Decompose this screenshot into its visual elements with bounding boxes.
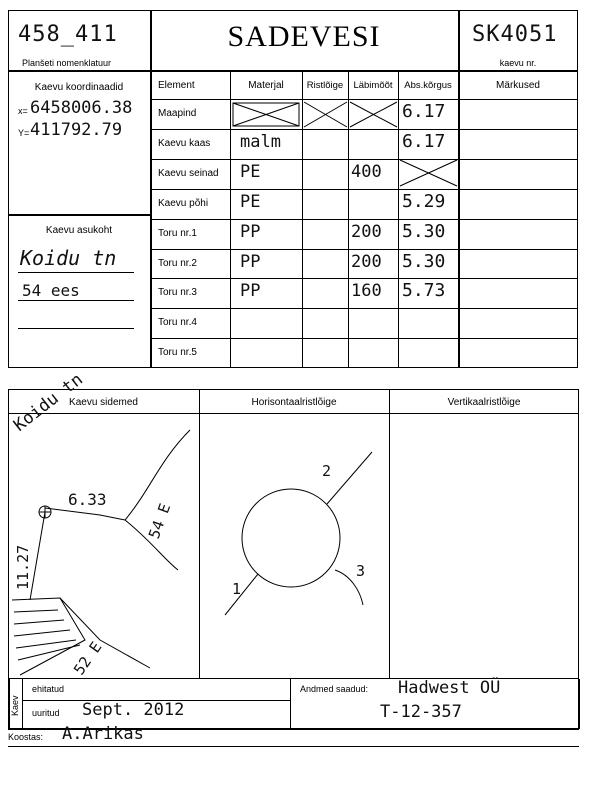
coordinates-x-value: 6458006.38 [30, 98, 133, 118]
well-circle [242, 489, 340, 587]
horizontal-section-sketch [225, 452, 372, 615]
sketch-house-1: 54 E [145, 501, 175, 542]
row-abs-height-value: 5.73 [402, 280, 446, 302]
row-element-label: Maapind [158, 108, 197, 119]
header-element: Element [158, 80, 195, 91]
row-diameter-value: 400 [351, 161, 382, 182]
well-number-value: SK4051 [472, 22, 558, 47]
links-label: Kaevu sidemed [69, 397, 138, 408]
coordinates-y-value: 411792.79 [30, 120, 123, 140]
author-value: A.Arikas [62, 724, 144, 744]
data-source-label: Andmed saadud: [300, 684, 369, 694]
author-underline [8, 746, 579, 747]
footer-kaev-label: Kaev [10, 695, 20, 716]
location-label: Kaevu asukoht [45, 225, 113, 236]
footer-mid-sep [290, 679, 291, 729]
coordinates-x-prefix: x= [18, 106, 28, 116]
row-material-value: PE [240, 161, 261, 182]
pipe-label-1: 1 [232, 580, 242, 598]
row-element-label: Kaevu seinad [158, 167, 219, 179]
page-title: SADEVESI [227, 20, 381, 53]
row-abs-height-value: 6.17 [402, 101, 446, 122]
row-element-label: Toru nr.3 [158, 287, 197, 299]
nomenclature-label: Planšeti nomenklatuur [22, 58, 112, 68]
pipe-label-2: 2 [322, 462, 332, 480]
location-line1: Koidu tn [20, 246, 117, 270]
nomenclature-value: 458_411 [18, 22, 118, 47]
row-material-value: PP [240, 251, 261, 272]
row-element-label: Toru nr.4 [158, 317, 197, 329]
author-label: Koostas: [8, 732, 44, 742]
row-abs-height-value: 6.17 [402, 130, 446, 152]
location-line2: 54 ees [22, 281, 80, 300]
horizontal-section-label: Horisontaalristlõige [251, 397, 337, 408]
pipe-label-3: 3 [356, 562, 366, 580]
row-abs-height-value: 5.30 [402, 250, 446, 272]
row-diameter-value: 200 [351, 221, 382, 242]
data-source-code: T-12-357 [380, 702, 462, 722]
sketch-distance-1: 6.33 [68, 490, 107, 509]
sketch-house-2: 52 E [70, 638, 106, 679]
row-material-value: PP [240, 281, 261, 302]
row-abs-height-value: 5.29 [402, 190, 446, 212]
header-diameter: Läbimõõt [353, 80, 393, 91]
row-diameter-value: 200 [351, 251, 382, 272]
footer-right-border [578, 679, 580, 729]
header-material: Materjal [248, 80, 284, 91]
row-abs-height-value: 5.30 [402, 220, 446, 242]
built-label: ehitatud [32, 684, 65, 694]
sketch-street-name: Koidu tn [10, 369, 87, 436]
surveyed-label: uuritud [32, 708, 60, 718]
vertical-section-label: Vertikaalristlõige [447, 397, 521, 408]
sketch-distance-2: 11.27 [14, 544, 32, 590]
header-cross-section: Ristlõige [306, 80, 344, 91]
row-element-label: Toru nr.2 [158, 257, 197, 269]
row-element-label: Toru nr.1 [158, 227, 197, 239]
row-diameter-value: 160 [351, 281, 382, 302]
well-number-label: kaevu nr. [499, 58, 537, 68]
row-material-value: malm [240, 131, 281, 152]
footer-kaev-sep [22, 679, 23, 729]
links-sketch [12, 430, 190, 675]
coordinates-y-prefix: Y= [18, 128, 30, 138]
surveyed-value: Sept. 2012 [82, 700, 185, 720]
row-material-value: PP [240, 221, 261, 242]
coordinates-label: Kaevu koordinaadid [34, 82, 124, 93]
header-abs-height: Abs.kõrgus [404, 80, 452, 91]
row-element-label: Kaevu põhi [158, 197, 209, 209]
row-element-label: Toru nr.5 [158, 347, 197, 359]
row-element-label: Kaevu kaas [158, 137, 211, 149]
header-remarks: Märkused [496, 80, 540, 91]
data-source-value: Hadwest OÜ [398, 678, 501, 698]
row-material-value: PE [240, 191, 261, 212]
